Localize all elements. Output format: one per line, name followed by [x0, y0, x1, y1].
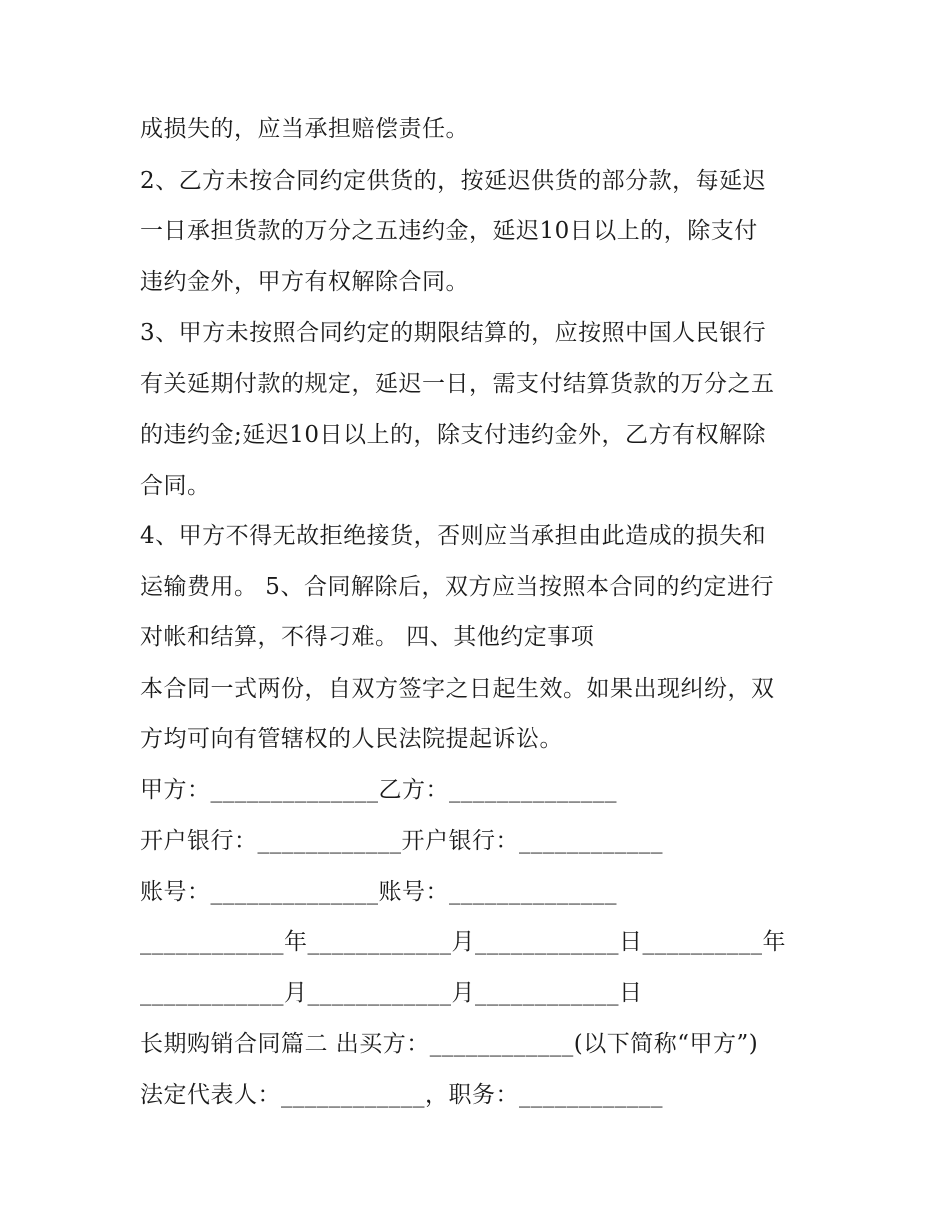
text-line-2: 2、乙方未按合同约定供货的，按延迟供货的部分款，每延迟: [140, 168, 767, 194]
contract-two-heading-line: 长期购销合同篇二 出买方：____________(以下简称“甲方”): [140, 1031, 759, 1057]
text-line-8: 合同。: [140, 473, 211, 499]
text-line-3: 一日承担货款的万分之五违约金，延迟10日以上的，除支付: [140, 218, 758, 244]
text-line-4: 违约金外，甲方有权解除合同。: [140, 269, 469, 295]
bank-account-line: 开户银行：____________开户银行：____________: [140, 828, 663, 854]
signature-party-line: 甲方：______________乙方：______________: [140, 777, 617, 803]
legal-representative-line: 法定代表人：____________，职务：____________: [140, 1082, 663, 1108]
text-line-10: 运输费用。 5、合同解除后，双方应当按照本合同的约定进行: [140, 574, 774, 600]
text-line-9: 4、甲方不得无故拒绝接货，否则应当承担由此造成的损失和: [140, 523, 767, 549]
text-line-11: 对帐和结算，不得刁难。 四、其他约定事项: [140, 624, 595, 650]
text-line-13: 方均可向有管辖权的人民法院提起诉讼。: [140, 726, 563, 752]
account-number-line: 账号：______________账号：______________: [140, 879, 617, 905]
text-line-7: 的违约金;延迟10日以上的，除支付违约金外，乙方有权解除: [140, 422, 767, 448]
text-line-6: 有关延期付款的规定，延迟一日，需支付结算货款的万分之五: [140, 371, 775, 397]
text-line-5: 3、甲方未按照合同约定的期限结算的，应按照中国人民银行: [140, 320, 767, 346]
text-line-1: 成损失的，应当承担赔偿责任。: [140, 116, 469, 142]
date-line-2: ____________月____________月____________日: [140, 980, 643, 1006]
text-line-12: 本合同一式两份，自双方签字之日起生效。如果出现纠纷，双: [140, 676, 775, 702]
date-line-1: ____________年____________月____________日__________年: [140, 929, 786, 955]
